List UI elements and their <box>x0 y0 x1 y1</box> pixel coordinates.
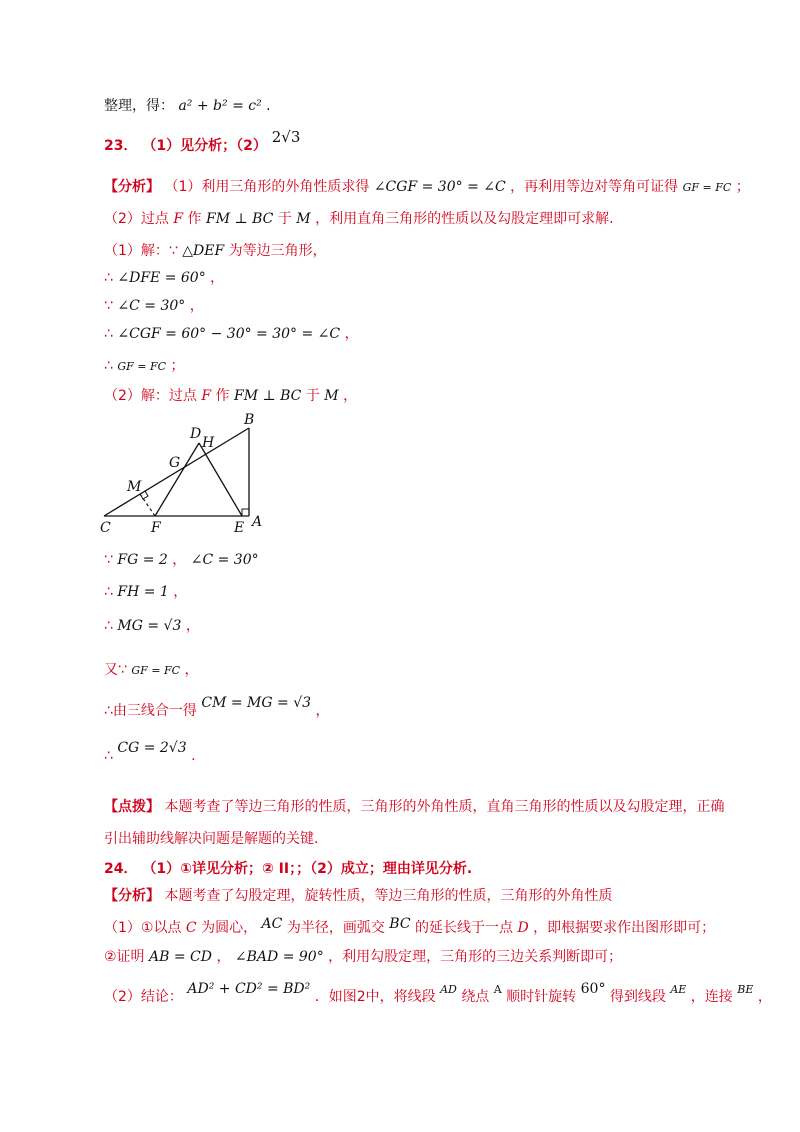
step-line-3: ∴ MG = √3 ， <box>104 618 200 634</box>
label-f: F <box>151 520 161 535</box>
segment-cb <box>104 428 249 516</box>
analysis-24-step-1: （1）①以点 C 为圆心， AC 为半径，画弧交 BC 的延长线于一点 D ，即根据要求作出图形即可； <box>104 916 716 936</box>
question-23-answer: 23． （1）见分析；（2） 2√3 <box>104 128 301 154</box>
line-simplify: 整理，得： a² + b² = c² . <box>104 98 271 114</box>
segment-de <box>199 443 242 516</box>
label-a: A <box>252 514 263 530</box>
label-m: M <box>127 479 142 495</box>
label-c: C <box>100 520 111 535</box>
solution-line-3: ∵ ∠C = 30° ， <box>104 298 204 314</box>
solution-line-6: （2）解：过点 F 作 FM ⊥ BC 于 M ， <box>104 388 358 404</box>
segment-fd <box>155 443 199 516</box>
solution-line-4: ∴ ∠CGF = 60° − 30° = 30° = ∠C ， <box>104 326 359 342</box>
step-line-1: ∵ FG = 2 ， ∠C = 30° <box>104 552 259 568</box>
geometry-figure <box>96 410 266 535</box>
pythagorean-equation: a² + b² = c² <box>178 98 262 114</box>
solution-line-1: （1）解：∵ △DEF 为等边三角形， <box>104 243 327 259</box>
analysis-24-line: 【分析】 本题考查了勾股定理，旋转性质，等边三角形的性质，三角形的外角性质 <box>104 888 613 904</box>
answer-value: 2√3 <box>271 128 301 146</box>
step-line-5: ∴由三线合一得 CM = MG = √3 ， <box>104 695 330 719</box>
question-number: 24． <box>104 861 138 877</box>
comment-line-2: 引出辅助线解决问题是解题的关键. <box>104 831 319 847</box>
solution-line-5: ∴ GF = FC ； <box>104 358 185 374</box>
solution-line-2: ∴ ∠DFE = 60° ， <box>104 270 225 286</box>
label-g: G <box>169 455 181 471</box>
right-angle-mark-a <box>242 509 249 516</box>
label-h: H <box>202 435 215 451</box>
step-line-2: ∴ FH = 1 ， <box>104 584 188 600</box>
analysis-24-step-3: （2）结论： AD² + CD² = BD² ．如图2中，将线段 $^{AD}$ 绕点 $^A$ 顺时针旋转 60° 得到线段 $^{AE}$ ，连接 $^{BE}$ ， <box>104 981 772 1005</box>
label-b: B <box>244 412 255 428</box>
question-number: 23． <box>104 138 138 154</box>
analysis-tag: 【分析】 <box>104 179 160 195</box>
analysis-24-step-2: ②证明 AB = CD ， ∠BAD = 90° ，利用勾股定理，三角形的三边关系判断即可； <box>104 949 623 965</box>
analysis-tag: 【分析】 <box>104 888 160 904</box>
analysis-line-1: 【分析】 （1）利用三角形的外角性质求得 ∠CGF = 30° = ∠C ，再利用等边对等角可证得 GF = FC ； <box>104 179 750 195</box>
label-d: D <box>190 426 202 442</box>
analysis-line-2: （2）过点 F 作 FM ⊥ BC 于 M ，利用直角三角形的性质以及勾股定理即可求解. <box>104 211 614 227</box>
step-line-6: ∴ CG = 2√3 . <box>104 740 196 764</box>
question-24-answer: 24． （1）①详见分析；② II；；（2）成立；理由详见分析. <box>104 861 473 877</box>
step-line-4: 又∵ GF = FC ， <box>104 662 199 678</box>
comment-tag: 【点拨】 <box>104 799 160 815</box>
comment-line-1: 【点拨】 本题考查了等边三角形的性质，三角形的外角性质，直角三角形的性质以及勾股定理，正确 <box>104 799 725 815</box>
label-e: E <box>234 520 245 535</box>
